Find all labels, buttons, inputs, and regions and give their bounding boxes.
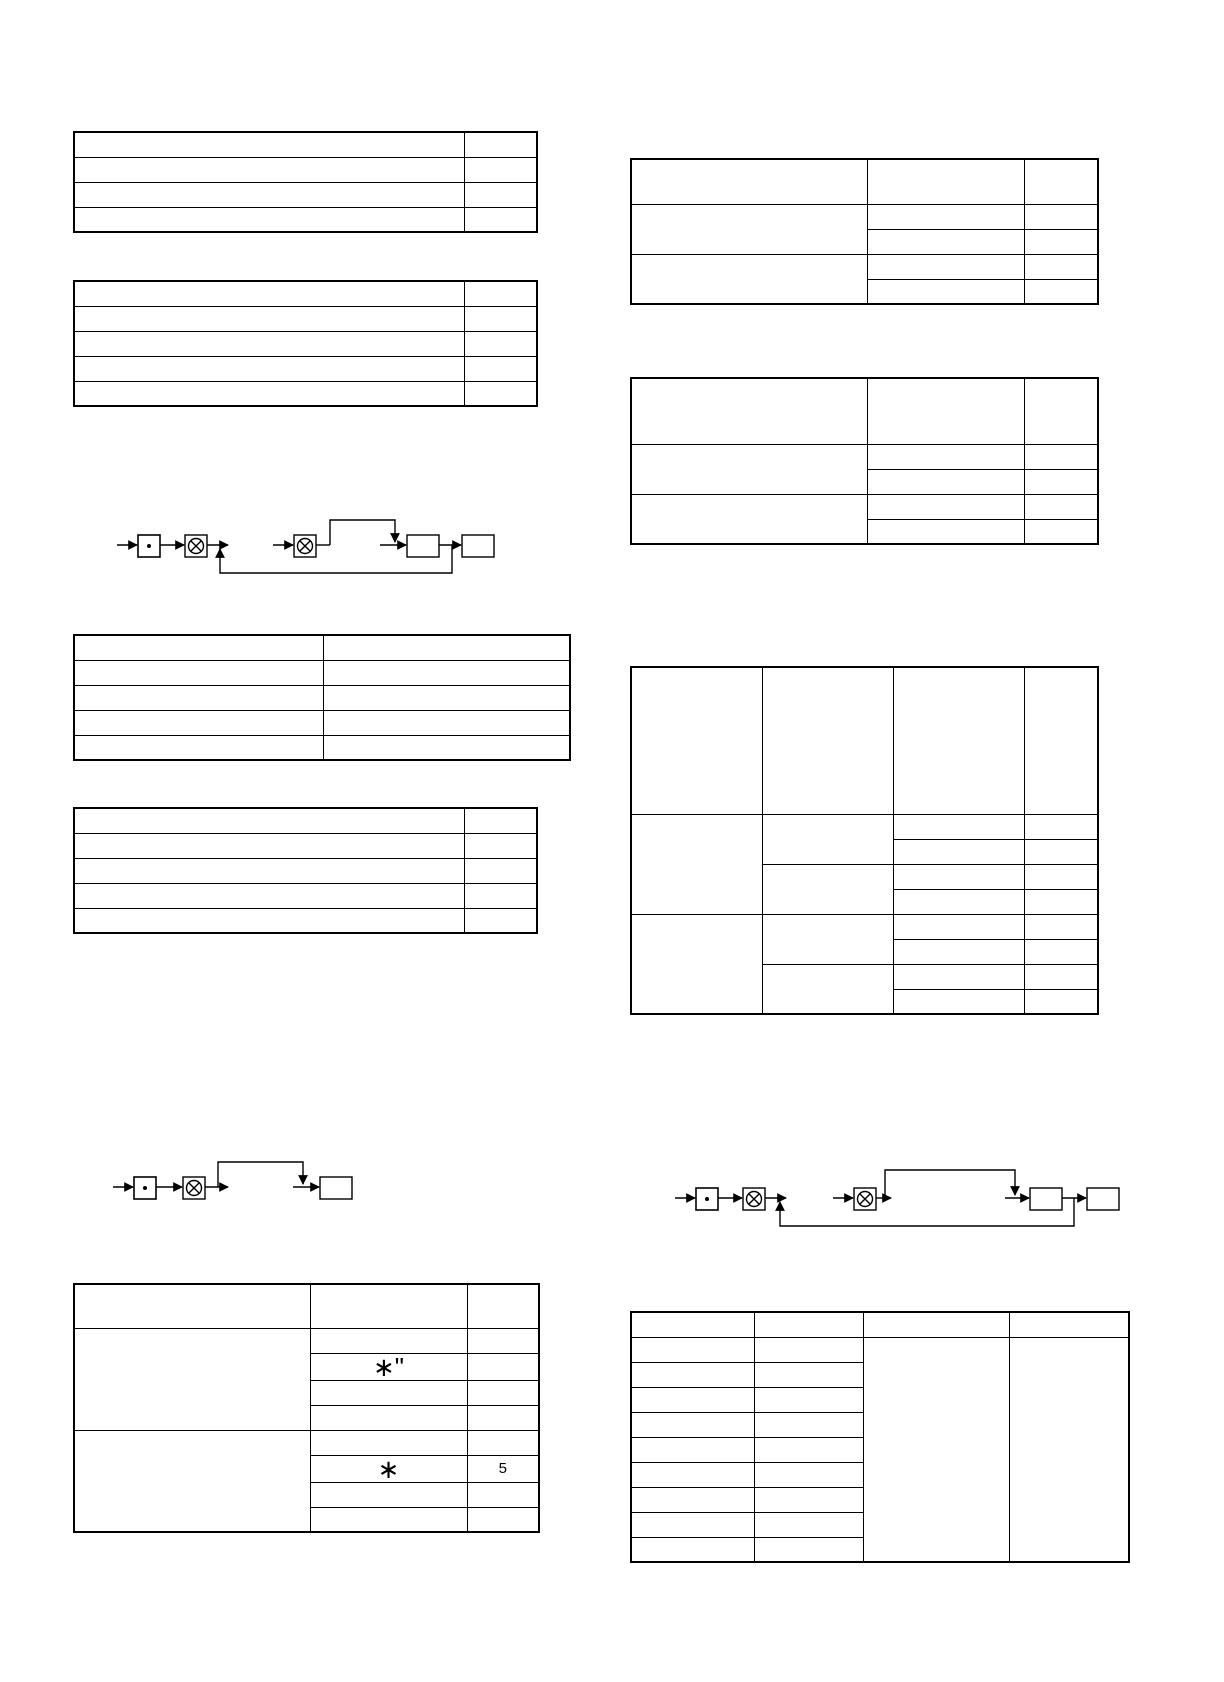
table-cell [74, 182, 464, 207]
table-cell [467, 1430, 539, 1455]
table-header-cell [74, 1284, 310, 1328]
table-group-cell [74, 1328, 310, 1430]
key-sequence-diagram-a [110, 515, 510, 580]
table-cell [310, 1430, 467, 1455]
table-cell [74, 132, 464, 157]
entry-box[interactable] [320, 1177, 352, 1199]
table-header-cell [867, 378, 1024, 444]
table-cell [754, 1387, 863, 1412]
table-cell [310, 1380, 467, 1405]
table-cell [867, 469, 1024, 494]
table-cell [1024, 814, 1098, 839]
table-header-cell [310, 1284, 467, 1328]
multiply-key[interactable] [294, 535, 316, 557]
table-header-cell [631, 667, 762, 814]
table-cell [74, 858, 464, 883]
table-cell [1024, 279, 1098, 304]
multiply-circle-icon [189, 539, 204, 554]
key-sequence-diagram-c [670, 1162, 1130, 1232]
table-cell [310, 1353, 467, 1380]
table-cell [464, 132, 537, 157]
table-cell [631, 1412, 754, 1437]
table-header-cell [631, 1312, 754, 1337]
table-cell [631, 1537, 754, 1562]
multiply-circle-icon [747, 1192, 762, 1207]
asterisk-mark: ∗" [372, 1351, 404, 1382]
entry-box[interactable] [407, 535, 439, 557]
dot-icon [147, 544, 151, 548]
table-cell [1024, 939, 1098, 964]
table-cell [631, 1462, 754, 1487]
multiply-key[interactable] [185, 535, 207, 557]
table-cell [867, 204, 1024, 229]
table-cell [323, 635, 570, 660]
entry-box[interactable] [1087, 1188, 1119, 1210]
table-header-cell [762, 667, 893, 814]
table-cell [74, 685, 323, 710]
table-cell [1024, 519, 1098, 544]
multiply-circle-icon [298, 539, 313, 554]
table-cell [74, 356, 464, 381]
decimal-point-key[interactable] [134, 1177, 156, 1199]
table-left-3 [73, 634, 571, 761]
table-cell [323, 685, 570, 710]
table-cell [893, 939, 1024, 964]
table-cell [1024, 914, 1098, 939]
table-cell [631, 1362, 754, 1387]
table-cell [74, 281, 464, 306]
table-cell [1024, 469, 1098, 494]
table-cell [464, 157, 537, 182]
table-header-cell [1024, 378, 1098, 444]
table-cell [74, 157, 464, 182]
entry-box[interactable] [1030, 1188, 1062, 1210]
table-cell [754, 1362, 863, 1387]
table-cell [631, 1487, 754, 1512]
table-right-2 [630, 377, 1099, 545]
table-cell [464, 306, 537, 331]
table-cell [464, 833, 537, 858]
table-cell [310, 1405, 467, 1430]
table-cell [464, 281, 537, 306]
table-header-cell [867, 159, 1024, 204]
table-cell [867, 279, 1024, 304]
table-cell [754, 1537, 863, 1562]
table-cell [893, 839, 1024, 864]
table-subgroup-cell [762, 914, 893, 964]
table-cell [631, 1512, 754, 1537]
table-cell [631, 1437, 754, 1462]
table-cell [74, 660, 323, 685]
table-cell [74, 808, 464, 833]
table-cell [310, 1482, 467, 1507]
table-left-2 [73, 280, 538, 407]
multiply-circle-icon [187, 1181, 202, 1196]
table-subgroup-cell [762, 964, 893, 1014]
table-header-cell [863, 1312, 1009, 1337]
table-cell [464, 908, 537, 933]
table-cell [74, 635, 323, 660]
table-cell [1024, 989, 1098, 1014]
table-cell [1024, 964, 1098, 989]
table-cell [1024, 889, 1098, 914]
table-cell [754, 1437, 863, 1462]
table-cell-value: 5 [467, 1455, 539, 1482]
table-group-cell [631, 914, 762, 1014]
table-cell [74, 381, 464, 406]
table-cell [754, 1462, 863, 1487]
table-cell [893, 989, 1024, 1014]
table-cell [74, 883, 464, 908]
table-subgroup-cell [762, 814, 893, 864]
table-cell [74, 207, 464, 232]
table-cell [1024, 204, 1098, 229]
table-cell [893, 814, 1024, 839]
table-group-cell [631, 444, 867, 494]
table-cell [467, 1507, 539, 1532]
decimal-point-key[interactable] [696, 1188, 718, 1210]
table-cell [867, 229, 1024, 254]
table-cell [893, 864, 1024, 889]
table-left-1 [73, 131, 538, 233]
table-right-3 [630, 666, 1099, 1015]
table-cell [323, 735, 570, 760]
table-cell [867, 519, 1024, 544]
table-cell [323, 660, 570, 685]
table-merged-cell [863, 1337, 1009, 1562]
table-cell [464, 883, 537, 908]
table-cell [74, 908, 464, 933]
table-cell [1024, 839, 1098, 864]
table-cell [464, 858, 537, 883]
multiply-key[interactable] [743, 1188, 765, 1210]
table-cell [464, 331, 537, 356]
entry-box[interactable] [462, 535, 494, 557]
table-cell [467, 1328, 539, 1353]
table-cell [467, 1405, 539, 1430]
table-cell [467, 1353, 539, 1380]
table-right-bottom [630, 1311, 1130, 1563]
asterisk-mark: ∗ [377, 1453, 400, 1484]
table-merged-cell [1009, 1337, 1129, 1562]
table-header-cell [1009, 1312, 1129, 1337]
table-left-bottom [73, 1283, 540, 1533]
table-cell [464, 182, 537, 207]
table-cell [1024, 254, 1098, 279]
table-cell [74, 735, 323, 760]
table-cell [754, 1487, 863, 1512]
table-cell [74, 710, 323, 735]
table-cell [310, 1507, 467, 1532]
table-cell [464, 207, 537, 232]
table-cell [754, 1337, 863, 1362]
table-cell [754, 1412, 863, 1437]
table-group-cell [631, 814, 762, 914]
table-cell [631, 1337, 754, 1362]
table-left-4 [73, 807, 538, 934]
table-cell [893, 914, 1024, 939]
multiply-key[interactable] [183, 1177, 205, 1199]
table-subgroup-cell [762, 864, 893, 914]
table-header-cell [631, 159, 867, 204]
table-cell [464, 808, 537, 833]
table-group-cell [631, 494, 867, 544]
table-cell [467, 1380, 539, 1405]
table-cell [467, 1482, 539, 1507]
table-cell [631, 1387, 754, 1412]
table-header-cell [631, 378, 867, 444]
table-group-cell [631, 254, 867, 304]
decimal-point-key[interactable] [138, 535, 160, 557]
table-cell [867, 494, 1024, 519]
table-cell [74, 331, 464, 356]
table-cell [74, 306, 464, 331]
table-cell [1024, 229, 1098, 254]
table-cell [893, 964, 1024, 989]
table-cell [754, 1512, 863, 1537]
table-cell [1024, 444, 1098, 469]
table-cell [74, 833, 464, 858]
key-sequence-diagram-b [110, 1155, 370, 1205]
multiply-key[interactable] [854, 1188, 876, 1210]
table-header-cell [1024, 159, 1098, 204]
table-header-cell [1024, 667, 1098, 814]
table-cell [464, 381, 537, 406]
table-group-cell [74, 1430, 310, 1532]
table-cell [867, 254, 1024, 279]
dot-icon [705, 1197, 709, 1201]
table-cell [1024, 494, 1098, 519]
multiply-circle-icon [858, 1192, 873, 1207]
table-header-cell [893, 667, 1024, 814]
table-cell [893, 889, 1024, 914]
table-header-cell [467, 1284, 539, 1328]
table-cell [310, 1455, 467, 1482]
table-cell [867, 444, 1024, 469]
table-header-cell [754, 1312, 863, 1337]
table-cell [323, 710, 570, 735]
table-cell [310, 1328, 467, 1353]
table-group-cell [631, 204, 867, 254]
table-cell [464, 356, 537, 381]
table-right-1 [630, 158, 1099, 305]
dot-icon [143, 1186, 147, 1190]
table-cell [1024, 864, 1098, 889]
